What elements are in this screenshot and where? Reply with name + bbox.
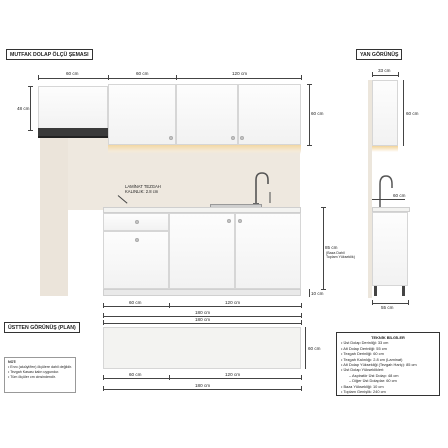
plan-dim-top-180: 180 cm (195, 317, 211, 322)
top-dimension-line (38, 78, 301, 79)
base-cabinet-mid (169, 213, 235, 289)
dim-top-60a: 60 cm (66, 71, 79, 76)
dim-right-10: 10 cm (311, 291, 324, 296)
side-dim-depth-60: 60 cm (393, 193, 406, 198)
upper-cabinet-3-left (176, 84, 238, 145)
dim-bottom-180: 180 cm (195, 310, 211, 315)
plan-dim-bottom-60: 60 cm (129, 372, 142, 377)
tech-item: • Üst Dolap Yükseklikleri: (341, 367, 385, 373)
top-view-title: ÜSTTEN GÖRÜNÜŞ (PLAN) (4, 322, 80, 333)
tech-info-box (336, 332, 440, 396)
left-wall (40, 130, 68, 296)
note-item: • Tezgah Kasası kalın uygundur. (8, 370, 60, 374)
led-strip-glow (108, 144, 301, 154)
tech-item: – Aspiratör Üst Dolap: 48 cm (349, 372, 399, 378)
side-dim-right-60: 60 cm (406, 111, 419, 116)
dim-top-60b: 60 cm (136, 71, 149, 76)
dim-bottom-120: 120 cm (225, 300, 241, 305)
upper-cabinet-hood (38, 86, 108, 130)
side-upper-cabinet (372, 80, 398, 146)
notes-box (4, 357, 76, 393)
dim-right-60: 60 cm (311, 111, 324, 116)
tech-item: • Alt Dolap Derinliği: 55 cm (341, 345, 387, 351)
note-item: • Tüm ölçüler cm cinsindendir. (8, 375, 56, 379)
base-cabinet-right (235, 213, 301, 289)
dim-right-85-note: (Baza Dahil Toplam Yükseklik) (326, 251, 355, 260)
side-faucet-icon (372, 172, 402, 210)
tech-item: • Tezgah Kalınlığı: 2.8 cm (Laminat) (341, 356, 403, 362)
dim-top-120: 120 cm (232, 71, 248, 76)
side-dim-bottom-55: 55 cm (381, 305, 394, 310)
tech-item: – Diğer Üst Dolaplar: 60 cm (349, 378, 397, 384)
upper-cabinet-2 (108, 84, 176, 145)
plan-countertop (103, 327, 301, 369)
side-base-cabinet (372, 212, 408, 286)
note-item: • Ervo (aluüyl/fen) ölçülere dahil değildir. (8, 365, 72, 369)
side-dim-top-33: 33 cm (378, 68, 391, 73)
tech-item: • Toplam Genişlik: 240 cm (341, 389, 386, 395)
dim-bottom-60: 60 cm (129, 300, 142, 305)
notes-heading: NOT: (8, 360, 17, 364)
page-title: MUTFAK DOLAP ÖLÇÜ ŞEMASI (6, 49, 93, 60)
tech-item: • Üst Dolap Derinliği: 33 cm (341, 340, 389, 346)
plinth (103, 289, 301, 296)
dim-right-85: 85 cm (325, 245, 338, 250)
tech-item: • Alt Dolap Yüksekliği (Tezgah Hariç): 85 cm (341, 362, 417, 368)
tech-item: • Tezgah Derinliği: 60 cm (341, 351, 384, 357)
tech-item: • Baza Yüksekliği: 10 cm (341, 383, 384, 389)
upper-cabinet-3-right (238, 84, 301, 145)
plan-dim-bottom-120: 120 cm (225, 372, 241, 377)
side-view-title: YAN GÖRÜNÜŞ (356, 49, 402, 60)
plan-dim-right-60: 60 cm (308, 346, 321, 351)
plan-dim-bottom-180: 180 cm (195, 383, 211, 388)
countertop-note: LAMİNAT TEZGAH KALINLIK: 2.8 cm (125, 184, 161, 194)
tech-heading: TEKNİK BİLGİLER (371, 335, 405, 340)
dim-left-48: 48 cm (17, 106, 30, 111)
